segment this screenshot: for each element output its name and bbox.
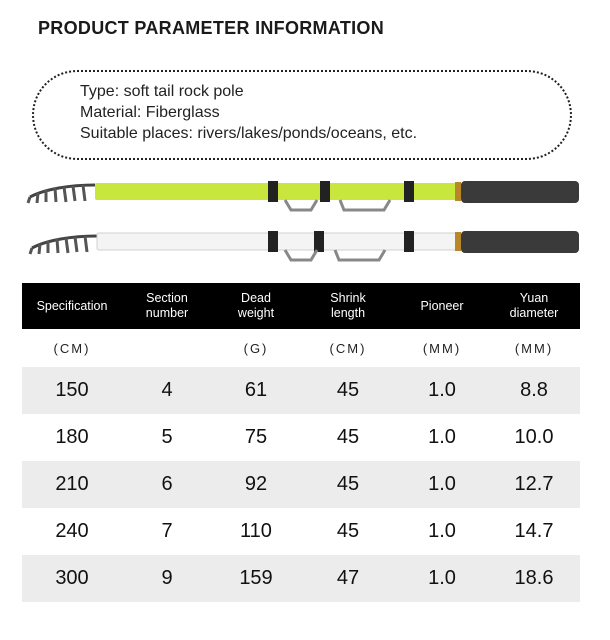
page-title: PRODUCT PARAMETER INFORMATION — [38, 18, 385, 38]
header-section-number: Section number — [122, 283, 212, 329]
white-rod-image — [30, 231, 579, 260]
cell-dead-weight: 61 — [212, 367, 300, 414]
unit-cell: (MM) — [422, 340, 462, 356]
unit-cell: (G) — [243, 340, 269, 356]
cell-section-number: 6 — [122, 461, 212, 508]
cell-pioneer: 1.0 — [428, 520, 456, 542]
header-specification: Specification — [22, 283, 122, 329]
table-header-row — [22, 283, 580, 329]
cell-pioneer: 1.0 — [396, 461, 488, 508]
table-row — [22, 367, 580, 414]
cell-yuan-diameter: 8.8 — [488, 367, 580, 414]
cell-specification: 180 — [55, 426, 89, 448]
cell-yuan-diameter: 14.7 — [514, 520, 554, 542]
cell-yuan-diameter: 18.6 — [488, 555, 580, 602]
cell-shrink-length: 47 — [300, 555, 396, 602]
product-info-box — [32, 70, 572, 160]
info-places: Suitable places: rivers/lakes/ponds/oceans, etc. — [80, 125, 418, 142]
parameter-table — [22, 283, 580, 602]
cell-specification: 210 — [22, 461, 122, 508]
header-pioneer: Pioneer — [396, 283, 488, 329]
cell-section-number: 9 — [122, 555, 212, 602]
table-row — [22, 555, 580, 602]
cell-yuan-diameter: 12.7 — [488, 461, 580, 508]
units-row — [22, 329, 580, 367]
cell-specification: 300 — [22, 555, 122, 602]
unit-cell — [122, 329, 212, 367]
info-material: Material: Fiberglass — [80, 104, 220, 121]
rods-illustration — [0, 175, 610, 285]
cell-section-number: 5 — [161, 426, 173, 448]
header-dead-weight: Dead weight — [212, 283, 300, 329]
cell-specification: 240 — [55, 520, 89, 542]
unit-cell: (CM) — [329, 340, 367, 356]
table-row — [22, 461, 580, 508]
cell-section-number: 7 — [161, 520, 173, 542]
cell-shrink-length: 45 — [300, 461, 396, 508]
cell-dead-weight: 159 — [212, 555, 300, 602]
info-type: Type: soft tail rock pole — [80, 83, 244, 100]
cell-yuan-diameter: 10.0 — [514, 426, 554, 448]
header-yuan-diameter: Yuan diameter — [488, 283, 580, 329]
cell-dead-weight: 92 — [212, 461, 300, 508]
cell-specification: 150 — [22, 367, 122, 414]
cell-pioneer: 1.0 — [396, 367, 488, 414]
table-row — [22, 508, 580, 555]
cell-shrink-length: 45 — [300, 367, 396, 414]
unit-cell: (MM) — [514, 340, 554, 356]
header-shrink-length: Shrink length — [300, 283, 396, 329]
cell-shrink-length: 45 — [336, 426, 360, 448]
cell-dead-weight: 110 — [240, 520, 272, 542]
table-row — [22, 414, 580, 461]
cell-pioneer: 1.0 — [396, 555, 488, 602]
cell-pioneer: 1.0 — [428, 426, 456, 448]
cell-section-number: 4 — [122, 367, 212, 414]
cell-dead-weight: 75 — [244, 426, 268, 448]
green-rod-image — [28, 181, 579, 210]
unit-cell: (CM) — [53, 340, 91, 356]
cell-shrink-length: 45 — [336, 520, 360, 542]
